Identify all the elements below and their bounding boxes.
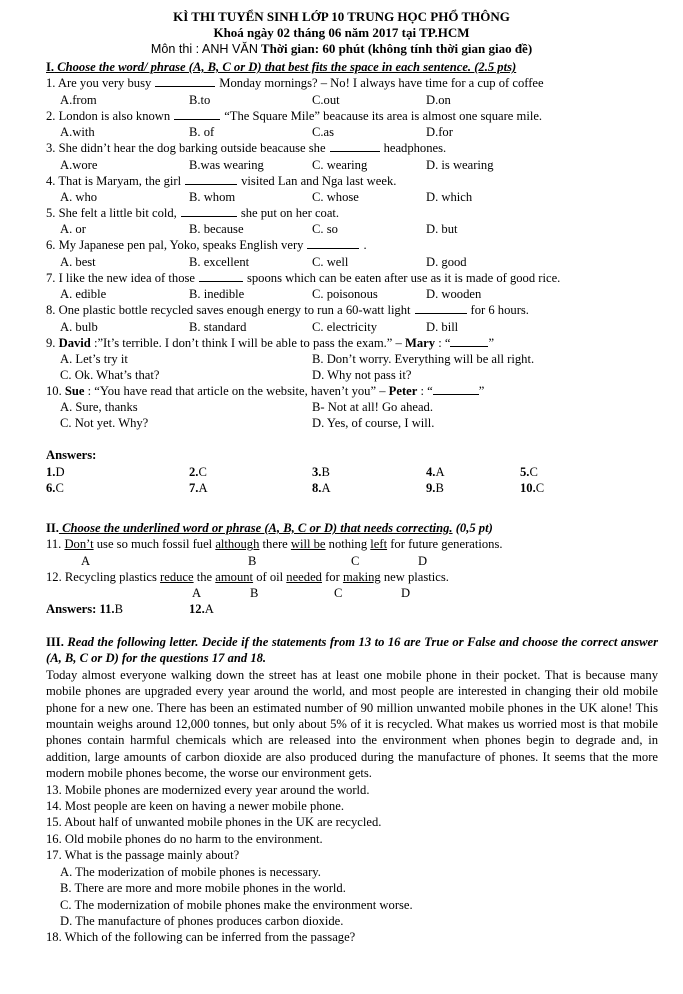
section-3-num: III. <box>46 635 64 649</box>
question-1 <box>46 75 658 91</box>
question-1-text-end: Monday mornings? – No! I always have time for a cup of coffee <box>219 76 544 91</box>
answer-3 <box>312 464 330 480</box>
question-16: 16. Old mobile phones do no harm to the environment. <box>46 831 323 846</box>
question-7-text: 7. I like the new idea of those <box>46 270 195 285</box>
question-6 <box>46 237 658 253</box>
q12-underlined-d: making <box>342 569 381 584</box>
question-6-option-d: D. good <box>426 254 467 269</box>
q9-option-d: D. Why not pass it? <box>312 368 412 383</box>
question-3-option-a: A.wore <box>60 157 98 172</box>
q17-option-d: D. The manufacture of phones produces carbon dioxide. <box>60 913 344 928</box>
question-1-options <box>46 92 658 108</box>
question-2 <box>46 108 658 124</box>
section-3-title <box>46 634 658 667</box>
answer-6 <box>46 480 64 496</box>
section-1-title <box>46 59 658 75</box>
answer-11-value: B <box>114 602 123 617</box>
section-1-num: I. <box>46 60 55 74</box>
question-4-text-end: visited Lan and Nga last week. <box>241 173 397 188</box>
q10-option-d: D. Yes, of course, I will. <box>312 416 435 431</box>
q11-text-1: use so much fossil fuel <box>93 537 216 552</box>
q11-underlined-a: Don’t <box>64 537 94 552</box>
question-4-option-c: C. whose <box>312 190 359 205</box>
question-5-text: 5. She felt a little bit cold, <box>46 206 177 221</box>
question-7-text-end: spoons which can be eaten after use as it is made of good rice. <box>246 270 561 285</box>
section-2-answers-q11 <box>46 601 123 617</box>
q12-text-4: new plastics. <box>380 569 449 584</box>
q10-option-b: B- Not at all! Go ahead. <box>312 400 433 415</box>
section-1 <box>46 59 658 496</box>
answer-4 <box>426 464 445 480</box>
exam-subject-time <box>0 41 683 57</box>
q10-text: : “You have read that article on the website, haven’t you” – <box>84 384 389 399</box>
answer-9-value: B <box>435 480 444 495</box>
q10-speaker1: Sue <box>64 384 85 399</box>
q10-end: ” <box>478 384 485 399</box>
question-2-option-c: C.as <box>312 125 335 140</box>
question-5-option-d: D. but <box>426 222 458 237</box>
q10-options-row2 <box>46 415 658 431</box>
section-1-title-text: Choose the word/ phrase (A, B, C or D) that best fits the space in each sentence. (2.5 pts) <box>54 60 517 74</box>
question-4-text: 4. That is Maryam, the girl <box>46 173 182 188</box>
q10-speaker2: Peter <box>388 384 418 399</box>
question-2-text: 2. London is also known <box>46 108 171 123</box>
q12-text-2: of oil <box>253 569 287 584</box>
answer-4-num: 4. <box>426 464 436 479</box>
q11-num: 11. <box>46 537 65 552</box>
q12-letter-b: B <box>250 586 259 601</box>
q10-option-a: A. Sure, thanks <box>60 400 138 415</box>
q11-text-4: for future generations. <box>387 537 503 552</box>
q11-text-3: nothing <box>325 537 371 552</box>
q10-num: 10. <box>46 384 65 399</box>
answer-9 <box>426 480 444 496</box>
question-4-options <box>46 189 658 205</box>
answer-11-num: 11. <box>99 602 115 617</box>
question-6-option-a: A. best <box>60 254 96 269</box>
section-2 <box>46 520 658 617</box>
section-2-answers-q12 <box>189 601 214 617</box>
question-8-option-d: D. bill <box>426 319 459 334</box>
answer-7-value: A <box>198 480 208 495</box>
question-3-option-c: C. wearing <box>312 157 368 172</box>
reading-passage: Today almost everyone walking down the street has at least one mobile phone in their pocket. That is because many mobile phones are upgraded every year around the world, and most people are interested in changing their old mobile phone for a new one. There has been an estimated number of 90 million unwanted mobile phones in the UK alone! This mountain weighs around 12,000 tonnes, but only about 5% of it is recycled. What makes us worried most is that mobile phones contain harmful chemicals which are released into the environment when phones begin to degrade and, in addition, large amounts of carbon dioxide are also produced during the manufacture of phones. It seems that the more modern mobile phones become, the worse our environment gets. <box>46 667 658 781</box>
answers-row-2 <box>46 480 658 496</box>
q9-option-a: A. Let’s try it <box>60 352 128 367</box>
question-5 <box>46 205 658 221</box>
q11-letter-a: A <box>81 553 91 568</box>
answer-5-value: C <box>529 464 538 479</box>
question-4-blank <box>185 173 237 185</box>
section-1-answers-label: Answers: <box>46 448 97 463</box>
answer-1-num: 1. <box>46 464 56 479</box>
question-3-option-b: B.was wearing <box>189 157 264 172</box>
section-2-points: (0,5 pt) <box>452 521 493 535</box>
section-2-title <box>46 520 658 536</box>
section-2-num: II. <box>46 521 59 535</box>
q9-text: :”It’s terrible. I don’t think I will be able to pass the exam.” – <box>90 335 405 350</box>
question-3-options <box>46 157 658 173</box>
exam-header <box>0 9 683 57</box>
q9-option-b: B. Don’t worry. Everything will be all right. <box>312 352 535 367</box>
question-10 <box>46 383 658 399</box>
section-2-title-text: Choose the underlined word or phrase (A, B, C or D) that needs correcting. <box>58 521 453 535</box>
question-6-options <box>46 254 658 270</box>
q10-blank <box>433 383 479 395</box>
q12-letter-c: C <box>334 586 343 601</box>
question-5-text-end: she put on her coat. <box>240 206 340 221</box>
question-1-option-c: C.out <box>312 92 340 107</box>
answer-8-value: A <box>321 480 331 495</box>
answer-4-value: A <box>435 464 445 479</box>
answer-10 <box>520 480 545 496</box>
q9-option-c: C. Ok. What’s that? <box>60 368 160 383</box>
question-12 <box>46 569 658 585</box>
question-8-options <box>46 319 658 335</box>
question-15: 15. About half of unwanted mobile phones in the UK are recycled. <box>46 815 382 830</box>
question-1-text: 1. Are you very busy <box>46 76 152 91</box>
answer-7-num: 7. <box>189 480 199 495</box>
question-6-text: 6. My Japanese pen pal, Yoko, speaks English very <box>46 238 304 253</box>
question-3-blank <box>330 140 380 152</box>
answer-3-value: B <box>321 464 330 479</box>
answer-10-value: C <box>535 480 545 495</box>
answer-1 <box>46 464 65 480</box>
q11-letter-b: B <box>248 553 257 568</box>
question-8-option-a: A. bulb <box>60 319 98 334</box>
section-3-title-text: Read the following letter. Decide if the statements from 13 to 16 are True or False and choose the correct answer (A, B, C or D) for the questions 17 and 18. <box>46 635 658 666</box>
q11-letter-c: C <box>351 553 360 568</box>
q10-post: : “ <box>417 384 433 399</box>
answer-8-num: 8. <box>312 480 322 495</box>
section-2-answers <box>46 601 658 617</box>
question-8 <box>46 302 658 318</box>
question-3-text: 3. She didn’t hear the dog barking outside beacause she <box>46 141 326 156</box>
q11-underlined-d: left <box>370 537 388 552</box>
question-1-blank <box>155 75 215 87</box>
q12-underlined-a: reduce <box>160 569 194 584</box>
answer-2-value: C <box>198 464 207 479</box>
question-4-option-a: A. who <box>60 190 98 205</box>
q9-post: : “ <box>435 335 451 350</box>
q12-letter-d: D <box>401 586 411 601</box>
question-1-option-d: D.on <box>426 92 451 107</box>
question-2-blank <box>174 108 220 120</box>
q9-end: ” <box>488 335 495 350</box>
q17-options <box>46 864 658 930</box>
answer-10-num: 10. <box>520 480 536 495</box>
q11-letters <box>46 553 658 569</box>
question-5-option-a: A. or <box>60 222 86 237</box>
question-4 <box>46 173 658 189</box>
question-2-options <box>46 124 658 140</box>
section-2-answers-label: Answers: <box>46 602 100 617</box>
answer-9-num: 9. <box>426 480 436 495</box>
q9-blank <box>450 335 488 347</box>
exam-title: KÌ THI TUYỂN SINH LỚP 10 TRUNG HỌC PHỔ THÔNG <box>173 9 510 24</box>
question-7-options <box>46 286 658 302</box>
question-8-blank <box>415 302 467 314</box>
answer-5-num: 5. <box>520 464 530 479</box>
question-9 <box>46 335 658 351</box>
question-3-text-end: headphones. <box>383 141 447 156</box>
question-5-blank <box>181 205 237 217</box>
answer-12-num: 12. <box>189 602 205 617</box>
answer-6-value: C <box>55 480 64 495</box>
section-3-items <box>46 782 658 864</box>
question-5-option-c: C. so <box>312 222 338 237</box>
question-5-options <box>46 221 658 237</box>
question-6-option-c: C. well <box>312 254 349 269</box>
answer-6-num: 6. <box>46 480 56 495</box>
question-7-option-d: D. wooden <box>426 287 482 302</box>
q12-letters <box>46 585 658 601</box>
q11-underlined-c: will be <box>290 537 326 552</box>
question-2-option-b: B. of <box>189 125 215 140</box>
question-7-option-b: B. inedible <box>189 287 245 302</box>
question-1-option-a: A.from <box>60 92 97 107</box>
question-list <box>46 75 658 334</box>
question-6-text-end: . <box>363 238 367 253</box>
question-7 <box>46 270 658 286</box>
question-7-option-a: A. edible <box>60 287 107 302</box>
q11-letter-d: D <box>418 553 428 568</box>
section-3 <box>46 634 658 946</box>
exam-date: Khoá ngày 02 tháng 06 năm 2017 tại TP.HCM <box>213 25 470 40</box>
question-3-option-d: D. is wearing <box>426 157 494 172</box>
answers-row-1 <box>46 464 658 480</box>
question-8-option-c: C. electricity <box>312 319 378 334</box>
question-4-option-d: D. which <box>426 190 473 205</box>
subject-label: Môn thi : ANH VĂN <box>150 42 258 56</box>
q9-options-row2 <box>46 367 658 383</box>
question-2-option-a: A.with <box>60 125 95 140</box>
q9-num: 9. <box>46 335 59 350</box>
q11-text-2: there <box>259 537 291 552</box>
answer-2-num: 2. <box>189 464 199 479</box>
question-6-option-b: B. excellent <box>189 254 250 269</box>
question-4-option-b: B. whom <box>189 190 236 205</box>
answer-5 <box>520 464 538 480</box>
question-2-text-end: “The Square Mile” beacause its area is almost one square mile. <box>224 108 543 123</box>
q10-option-c: C. Not yet. Why? <box>60 416 149 431</box>
answer-2 <box>189 464 207 480</box>
q9-options-row1 <box>46 351 658 367</box>
answer-8 <box>312 480 331 496</box>
question-6-blank <box>307 237 359 249</box>
question-8-option-b: B. standard <box>189 319 247 334</box>
question-11 <box>46 536 658 552</box>
question-7-option-c: C. poisonous <box>312 287 378 302</box>
question-1-option-b: B.to <box>189 92 211 107</box>
question-8-text: 8. One plastic bottle recycled saves enough energy to run a 60-watt light <box>46 303 411 318</box>
question-5-option-b: B. because <box>189 222 244 237</box>
q12-num: 12. Recycling plastics <box>46 569 161 584</box>
question-2-option-d: D.for <box>426 125 453 140</box>
question-14: 14. Most people are keen on having a newer mobile phone. <box>46 799 344 814</box>
q11-underlined-b: although <box>215 537 260 552</box>
q12-underlined-b: amount <box>215 569 254 584</box>
question-13: 13. Mobile phones are modernized every year around the world. <box>46 782 370 797</box>
q17-option-a: A. The moderization of mobile phones is necessary. <box>60 864 321 879</box>
question-17: 17. What is the passage mainly about? <box>46 848 240 863</box>
q12-text-1: the <box>193 569 216 584</box>
q17-option-b: B. There are more and more mobile phones in the world. <box>60 881 346 896</box>
q12-text-3: for <box>321 569 343 584</box>
q9-speaker1: David <box>58 335 91 350</box>
question-3 <box>46 140 658 156</box>
answer-7 <box>189 480 208 496</box>
q10-options-row1 <box>46 399 658 415</box>
time-label: Thời gian: 60 phút (không tính thời gian giao đề) <box>257 41 533 56</box>
question-18: 18. Which of the following can be inferred from the passage? <box>46 930 356 945</box>
q12-underlined-c: needed <box>286 569 322 584</box>
q12-letter-a: A <box>192 586 202 601</box>
question-7-blank <box>199 270 243 282</box>
question-8-text-end: for 6 hours. <box>470 303 529 318</box>
answer-3-num: 3. <box>312 464 322 479</box>
q17-option-c: C. The modernization of mobile phones make the environment worse. <box>60 897 413 912</box>
q9-speaker2: Mary <box>404 335 436 350</box>
answer-12-value: A <box>204 602 214 617</box>
answer-1-value: D <box>55 464 65 479</box>
